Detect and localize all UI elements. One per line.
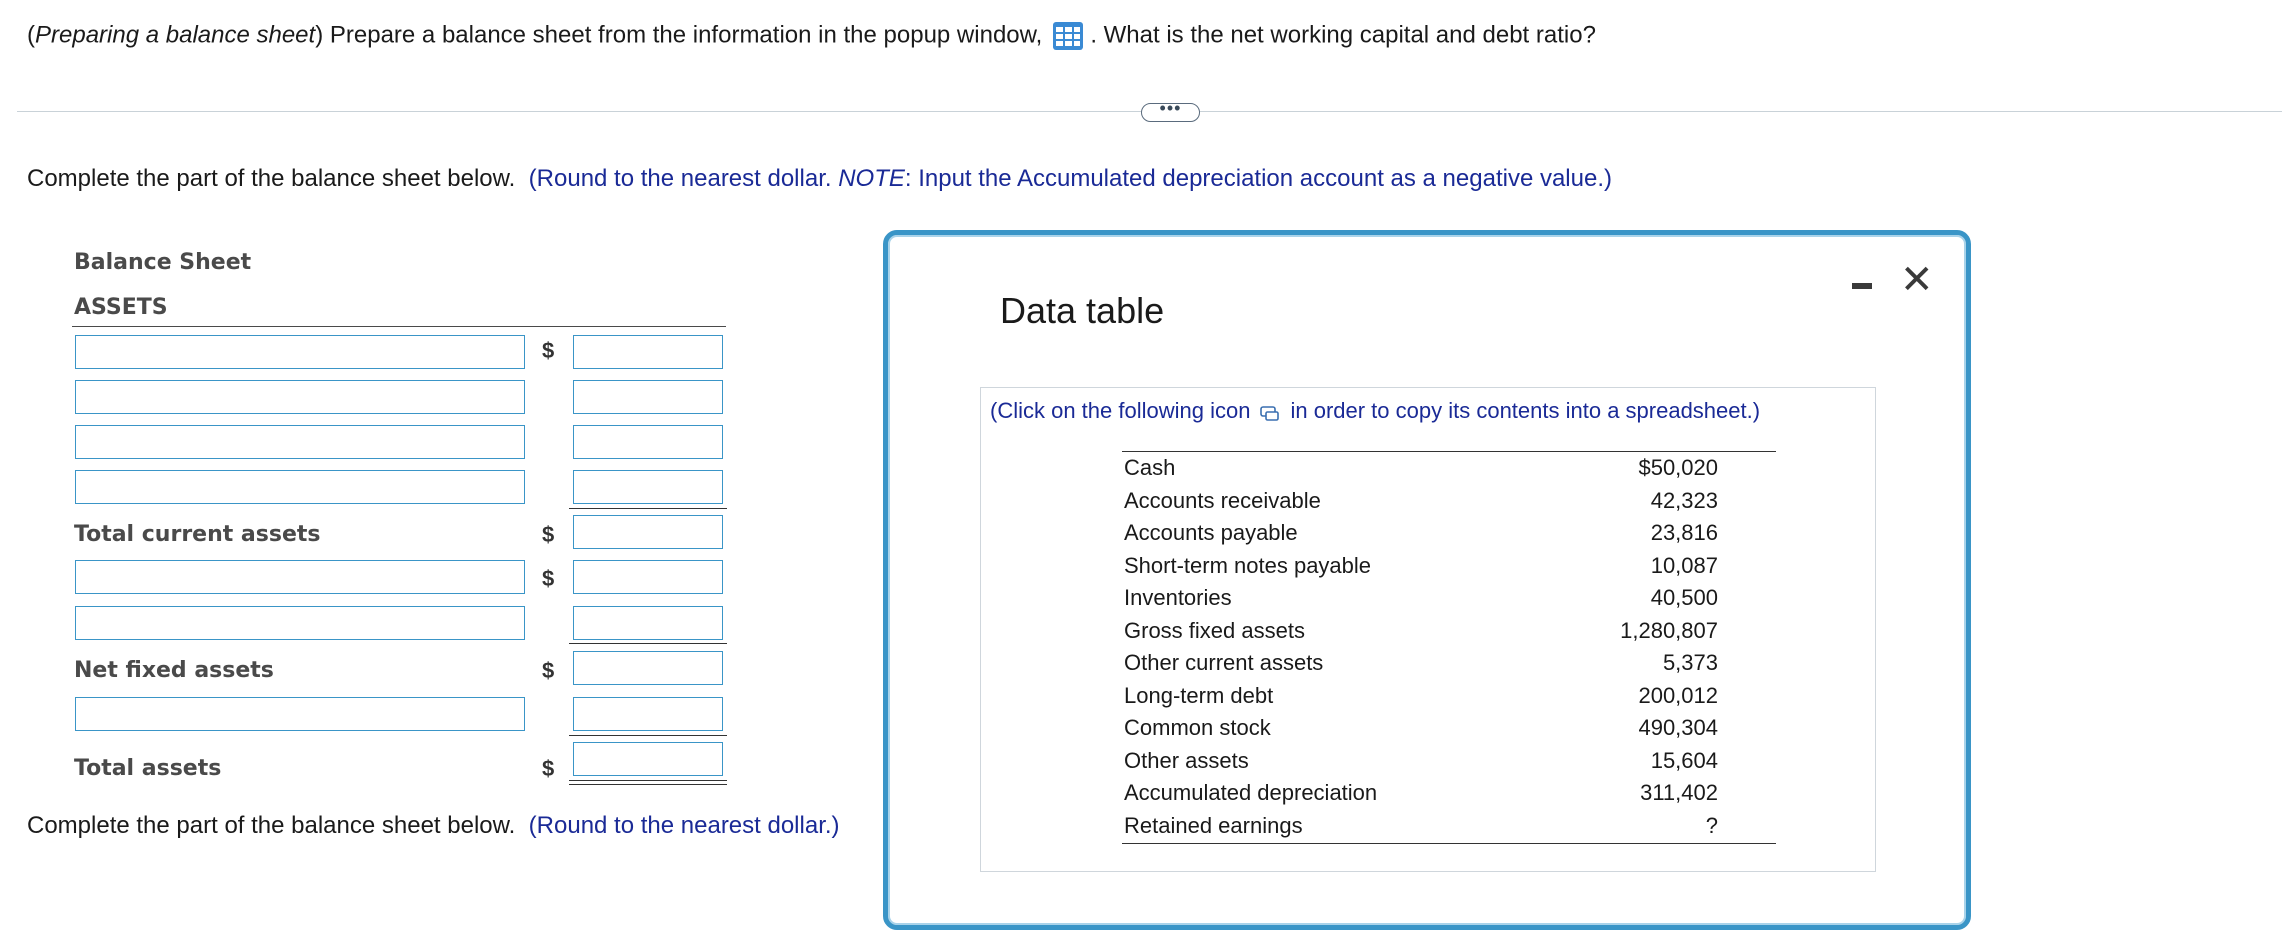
row-value: 42,323 [1650,488,1718,513]
total-assets-input[interactable] [573,742,723,776]
row-value: 200,012 [1638,683,1718,708]
row-label: Accumulated depreciation [1124,780,1378,805]
data-table-bottom-rule [1122,843,1776,844]
question-paren-close: ) [315,21,324,49]
data-table-top-rule [1122,451,1776,452]
row-value: 311,402 [1640,780,1718,805]
row-value: 23,816 [1650,520,1718,545]
subtotal-rule [569,508,727,509]
table-row [1124,780,1718,812]
row-value: 490,304 [1638,715,1718,740]
current-asset-1-amount-input[interactable] [573,335,723,369]
copy-text-a: (Click on the following icon [990,398,1251,423]
row-label: Gross fixed assets [1124,618,1305,643]
question-text [27,20,1596,52]
current-asset-1-name-input[interactable] [75,335,525,369]
close-icon[interactable]: ✕ [1900,258,1934,302]
fixed-asset-1-amount-input[interactable] [573,560,723,594]
instruction-bottom [27,812,840,840]
table-row [1124,585,1718,617]
row-label: Other current assets [1124,650,1324,675]
net-fixed-assets-label: Net fixed assets [74,658,274,683]
dollar-sign: $ [542,756,555,781]
copy-text-b: in order to copy its contents into a spreadsheet.) [1290,398,1761,423]
row-value: ? [1705,813,1718,838]
table-row [1124,488,1718,520]
total-current-assets-label: Total current assets [74,522,321,547]
popup-title: Data table [1000,290,1165,331]
table-row [1124,715,1718,747]
current-asset-2-amount-input[interactable] [573,380,723,414]
total-double-rule [569,780,727,785]
row-label: Retained earnings [1124,813,1303,838]
question-body: Prepare a balance sheet from the information in the popup window, [323,21,1043,49]
fixed-asset-2-name-input[interactable] [75,606,525,640]
row-label: Long-term debt [1124,683,1274,708]
table-row [1124,520,1718,552]
copy-instruction [990,398,1760,424]
table-grid-icon[interactable] [1052,20,1084,52]
other-asset-name-input[interactable] [75,697,525,731]
subtotal-rule [569,643,727,644]
instruction-bottom-hint: (Round to the nearest dollar.) [528,812,840,839]
table-row [1124,683,1718,715]
current-asset-4-amount-input[interactable] [573,470,723,504]
dollar-sign: $ [542,566,555,591]
row-label: Short-term notes payable [1124,553,1372,578]
assets-header: ASSETS [74,295,168,320]
dollar-sign: $ [542,658,555,683]
expand-more-button[interactable]: ••• [1141,103,1200,122]
fixed-asset-1-name-input[interactable] [75,560,525,594]
row-value: $50,020 [1638,455,1718,480]
table-row [1124,455,1718,487]
row-label: Inventories [1124,585,1232,610]
row-value: 1,280,807 [1620,618,1718,643]
dollar-sign: $ [542,522,555,547]
total-current-assets-input[interactable] [573,515,723,549]
row-label: Other assets [1124,748,1249,773]
hint-note: NOTE [838,165,905,192]
net-fixed-assets-input[interactable] [573,651,723,685]
minimize-icon[interactable] [1852,283,1872,289]
instruction-bottom-text: Complete the part of the balance sheet below. [27,812,516,839]
instruction-top [27,165,1612,193]
row-value: 10,087 [1650,553,1718,578]
subtotal-rule [569,735,727,736]
table-row [1124,748,1718,780]
table-row [1124,553,1718,585]
question-suffix: . What is the net working capital and debt ratio? [1090,21,1596,49]
balance-sheet-title: Balance Sheet [74,250,252,275]
instruction-top-text: Complete the part of the balance sheet below. [27,165,516,192]
question-topic: Preparing a balance sheet [35,21,316,49]
current-asset-2-name-input[interactable] [75,380,525,414]
question-paren-open: ( [27,21,35,49]
row-label: Accounts receivable [1124,488,1321,513]
row-value: 15,604 [1650,748,1718,773]
row-value: 5,373 [1662,650,1718,675]
row-value: 40,500 [1650,585,1718,610]
table-row [1124,618,1718,650]
current-asset-3-amount-input[interactable] [573,425,723,459]
row-label: Common stock [1124,715,1271,740]
assets-header-rule [72,326,726,327]
table-row [1124,813,1718,845]
current-asset-3-name-input[interactable] [75,425,525,459]
other-asset-amount-input[interactable] [573,697,723,731]
dollar-sign: $ [542,338,555,363]
instruction-top-hint [529,165,1612,192]
total-assets-label: Total assets [74,756,222,781]
row-label: Accounts payable [1124,520,1298,545]
fixed-asset-2-amount-input[interactable] [573,606,723,640]
hint-part-a: (Round to the nearest dollar. [528,165,839,192]
table-row [1124,650,1718,682]
row-label: Cash [1124,455,1176,480]
copy-to-spreadsheet-icon[interactable] [1260,403,1280,421]
current-asset-4-name-input[interactable] [75,470,525,504]
hint-part-b: : Input the Accumulated depreciation account as a negative value.) [904,165,1612,192]
